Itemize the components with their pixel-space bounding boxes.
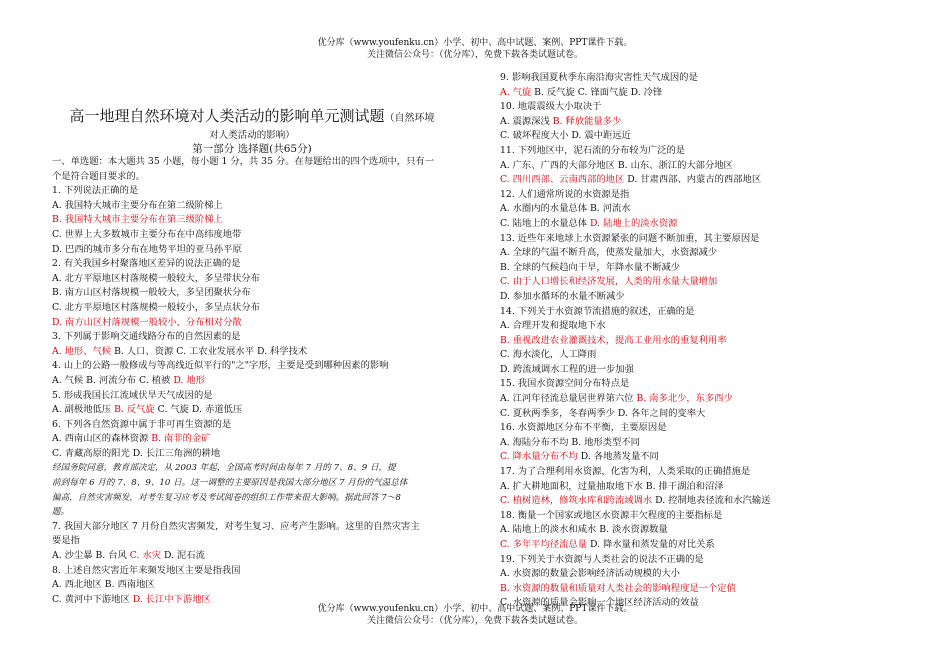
text-line: D. 跨流域调水工程的进一步加强 [500, 363, 634, 375]
text-segment: C. 陆地上的水量总体 [500, 217, 591, 229]
text-segment: A. 地形、气候 [52, 345, 112, 357]
text-line: 个是符合题目要求的。 [52, 170, 145, 182]
text-line: A. 西北地区 B. 西南地区 [52, 579, 155, 591]
text-line: A. 全球的气温不断升高，使蒸发量加大，水资源减少 [500, 247, 718, 259]
text-segment: C. 多年平均径流总量 [500, 539, 588, 550]
banner-line-2: 关注微信公众号：（优分库），免费下载各类试题试卷。 [366, 50, 583, 60]
text-line [500, 450, 900, 465]
banner-line-1: 优分库（www.youfenku.cn）小学、初中、高中试题、案例、PPT课件下载。 [317, 38, 633, 48]
text-line: B. 我国特大城市主要分布在第三级阶梯上 [52, 214, 223, 226]
text-line: B. 全球的气候趋向干旱，年降水量不断减少 [500, 261, 681, 273]
text-line: 3. 下列属于影响交通线路分布的自然因素的是 [52, 331, 241, 343]
text-line: A. 水圈内的水量总体 B. 河流水 [500, 203, 631, 215]
text-line: C. 海水淡化，人工降雨 [500, 349, 597, 361]
text-line: B. 水资源的数量和质量对人类社会的影响程度是一个定值 [500, 582, 736, 594]
text-line: 前到每年 6 月的 7、8、9、10 日。这一调整的主要原因是我国大部分地区 7 月份的气温总体 [52, 478, 408, 489]
text-line: B. 南方山区村落规模一般较大，多呈团聚状分布 [52, 287, 251, 299]
text-line: 偏高，自然灾害频发，对考生复习应考及考试阅卷的组织工作带来很大影响。据此回答 7～8 [52, 492, 401, 503]
text-segment: B. 南非的金矿 [151, 433, 211, 445]
text-segment: A. 江河年径流总量居世界第六位 [500, 393, 637, 405]
text-segment: C. 植树造林，修筑水库和跨流域调水 [500, 495, 653, 507]
text-line: A. 扩大耕地面积，过量抽取地下水 B. 排干湖泊和沼泽 [500, 480, 724, 492]
footer-banner [0, 603, 950, 627]
text-segment: C. 气旋 D. 赤道低压 [154, 404, 243, 416]
left-column [52, 155, 447, 607]
text-line: A. 我国特大城市主要分布在第二级阶梯上 [52, 199, 223, 211]
text-segment: D. 泥石流 [161, 550, 205, 562]
text-line [52, 403, 447, 418]
text-segment: B. 释放能量多少 [552, 115, 622, 127]
text-line [500, 538, 900, 553]
text-line [500, 217, 900, 232]
text-line: 11. 下列地区中，泥石流的分布较为广泛的是 [500, 144, 686, 156]
text-line: 15. 我国水资源空间分布特点是 [500, 378, 630, 390]
text-line: A. 合理开发和提取地下水 [500, 320, 606, 332]
text-line [500, 494, 900, 509]
text-segment: A. 气旋 [500, 86, 532, 98]
text-line [52, 374, 447, 389]
text-line: 经国务院同意，教育部决定，从 2003 年起，全国高考时间由每年 7 月的 7、8、9 日，提 [52, 463, 396, 474]
text-line: 4. 山上的公路一般修成与等高线近似平行的"之"字形，主要是受到哪种因素的影响 [52, 360, 389, 372]
text-segment: A. 西南山区的森林资源 [52, 433, 152, 445]
text-line: A. 海陆分布不均 B. 地形类型不同 [500, 436, 640, 448]
footer-line-2: 关注微信公众号：（优分库），免费下载各类试题试卷。 [366, 616, 583, 626]
text-line: C. 青藏高原的阳光 D. 长江三角洲的耕地 [52, 447, 221, 459]
text-line: D. 巴西的城市多分布在地势平坦的亚马孙平原 [52, 243, 242, 255]
text-line: C. 世界上大多数城市主要分布在中高纬度地带 [52, 228, 242, 240]
text-line: 题。 [52, 507, 70, 518]
text-line: 16. 水资源地区分布不平衡，主要原因是 [500, 422, 667, 434]
text-segment: D. 甘肃西部、内蒙古的西部地区 [624, 174, 762, 186]
text-line: C. 水资源的质量会影响一个地区经济活动的效益 [500, 597, 699, 609]
text-segment: C. 黄河中下游地区 [52, 593, 133, 605]
text-segment: B. 反气旋 [114, 404, 155, 416]
header-banner [0, 37, 950, 61]
text-line: B. 重视改进农业灌溉技术，提高工业用水的重复利用率 [500, 334, 727, 346]
text-line: 12. 人们通常所说的水资源是指 [500, 188, 630, 200]
title-main: 高一地理自然环境对人类活动的影响单元测试题 [69, 107, 385, 125]
right-column [500, 71, 900, 611]
text-segment: D. 各地蒸发量不同 [577, 451, 659, 463]
text-segment: A. 沙尘暴 B. 台风 [52, 550, 130, 562]
text-line: 一、单选题：本大题共 35 小题，每小题 1 分，共 35 分。在每题给出的四个选项中，只有一 [52, 156, 434, 167]
part-title: 第一部分 选择题(共65分) [192, 143, 312, 155]
text-line: 10. 地震震级大小取决于 [500, 101, 602, 113]
text-segment: D. 陆地上的淡水资源 [590, 217, 678, 229]
text-line: A. 北方平原地区村落规模一般较大，多呈带状分布 [52, 272, 260, 284]
text-segment: D. 控制地表径流和水汽输送 [652, 495, 771, 507]
text-line: 19. 下列关于水资源与人类社会的说法不正确的是 [500, 553, 704, 565]
text-segment: B. 南多北少，东多西少 [636, 393, 733, 405]
text-line: C. 由于人口增长和经济发展，人类的用水量大量增加 [500, 276, 718, 288]
text-line: C. 夏秋两季多，冬春两季少 D. 各年之间的变率大 [500, 407, 706, 419]
text-line [500, 392, 900, 407]
title-note-continued: 对人类活动的影响） [209, 130, 295, 141]
text-line: 2. 有关我国乡村聚落地区差异的说法正确的是 [52, 258, 241, 270]
text-line: 6. 下列各自然资源中属于非可再生资源的是 [52, 418, 232, 430]
text-segment: A. 震源深浅 [500, 115, 553, 127]
text-line: D. 南方山区村落规模一般较小，分布相对分散 [52, 316, 242, 328]
text-segment: A. 气候 B. 河流分布 C. 植被 [52, 374, 174, 386]
text-line: 14. 下列关于水资源节流措施的叙述，正确的是 [500, 305, 695, 317]
text-line: C. 北方平原地区村落规模一般较小，多呈点状分布 [52, 301, 260, 313]
text-segment: A. 副极地低压 [52, 404, 115, 416]
text-line: 18. 衡量一个国家或地区水资源丰欠程度的主要指标是 [500, 509, 723, 521]
text-segment: C. 四川西部、云南西部的地区 [500, 174, 625, 186]
text-segment: B. 反气旋 C. 锋面气旋 D. 冷锋 [531, 86, 663, 98]
text-line: 9. 影响我国夏秋季东南沿海灾害性天气成因的是 [500, 72, 698, 83]
text-line: 8. 上述自然灾害近年来频发地区主要是指我国 [52, 564, 241, 576]
text-line: A. 广东、广西的大部分地区 B. 山东、浙江的大部分地区 [500, 159, 733, 171]
text-segment: D. 地形 [173, 374, 205, 386]
text-line [500, 86, 900, 101]
text-line: A. 陆地上的淡水和咸水 B. 淡水资源数量 [500, 524, 668, 536]
text-line [52, 549, 447, 564]
text-line: 5. 形成我国长江流域伏旱天气成因的是 [52, 389, 213, 401]
text-line: 17. 为了合理利用水资源，化害为利，人类采取的正确措施是 [500, 466, 751, 478]
text-line: C. 破坏程度大小 D. 震中距远近 [500, 130, 631, 142]
page-title [52, 107, 452, 128]
text-line: 要是指 [52, 535, 80, 547]
text-line: 7. 我国大部分地区 7 月份自然灾害频发，对考生复习、应考产生影响。这里的自然灾害主 [52, 520, 420, 532]
text-line: 1. 下列说法正确的是 [52, 185, 139, 197]
text-segment: D. 长江中下游地区 [132, 593, 211, 605]
text-segment: C. 降水量分布不均 [500, 451, 578, 463]
title-note: （自然环境 [384, 113, 435, 124]
text-segment: D. 降水量和蒸发量的对比关系 [587, 539, 715, 550]
text-line [500, 115, 900, 130]
text-line [500, 173, 900, 188]
text-line: D. 参加水循环的水量不断减少 [500, 290, 625, 302]
footer-line-1: 优分库（www.youfenku.cn）小学、初中、高中试题、案例、PPT课件下载。 [317, 604, 633, 614]
text-segment: C. 水灾 [129, 550, 162, 562]
text-line [52, 345, 447, 360]
text-line: 13. 近些年来地球上水资源紧张的问题不断加重，其主要原因是 [500, 232, 760, 244]
text-line [52, 432, 447, 447]
text-line: A. 水资源的数量会影响经济活动规模的大小 [500, 568, 680, 580]
text-segment: B. 人口、资源 C. 工农业发展水平 D. 科学技术 [111, 345, 308, 357]
